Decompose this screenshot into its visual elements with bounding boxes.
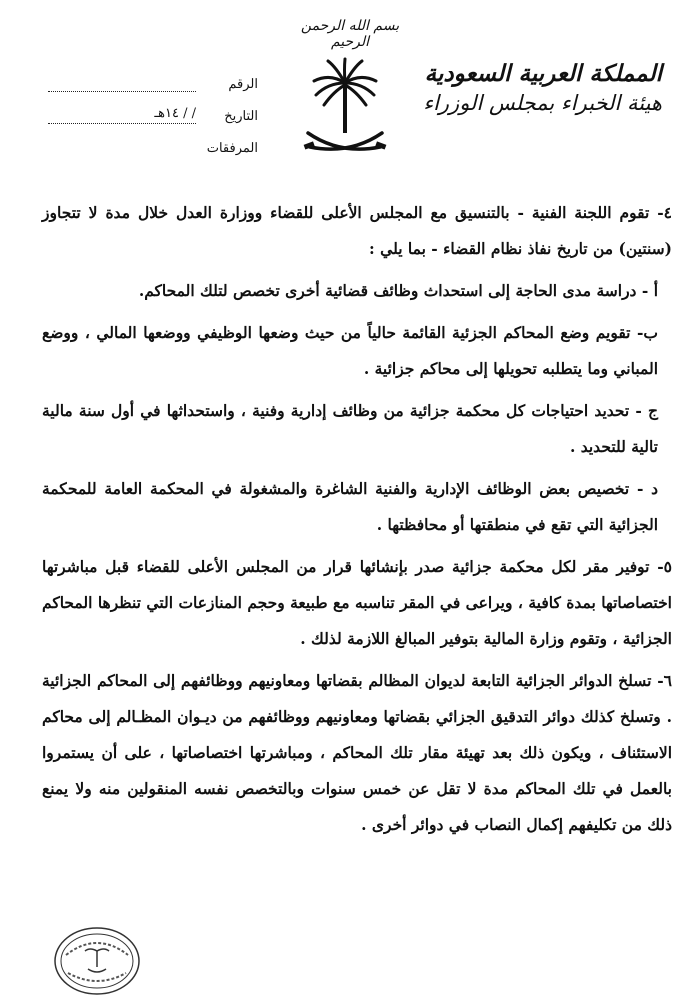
document-body	[42, 195, 672, 849]
clause-4-a: أ - دراسة مدى الحاجة إلى استحداث وظائف قضائية أخرى تخصص لتلك المحاكم.	[138, 281, 658, 300]
clause-4-c: ج - تحديد احتياجات كل محكمة جزائية من وظائف إدارية وفنية ، واستحداثها في أول سنة مالية تالية للتحديد .	[42, 401, 658, 456]
document-meta	[48, 60, 258, 156]
basmala: بسم الله الرحمن الرحيم	[300, 18, 400, 50]
number-row	[48, 60, 258, 92]
clause-5: ٥- توفير مقر لكل محكمة جزائية صدر بإنشائها قرار من المجلس الأعلى للقضاء قبل مباشرتها اختصاصاتها بمدة كافية ، ويراعى في المقر تناسبه مع طبيعة وحجم المنازعات التي تنظرها المحاكم الجزائية ، وتقوم وزارة المالية بتوفير المبالغ اللازمة لذلك .	[42, 557, 672, 648]
org-line-2: هيئة الخبراء بمجلس الوزراء	[423, 91, 662, 116]
org-line-1: المملكة العربية السعودية	[424, 60, 662, 87]
organization-header	[402, 58, 662, 117]
official-stamp-icon	[52, 925, 142, 997]
date-label: التاريخ	[224, 109, 258, 124]
clause-4-d: د - تخصيص بعض الوظائف الإدارية والفنية الشاغرة والمشغولة في المحكمة العامة للمحكمة الجزائية التي تقع في منطقتها أو محافظتها .	[42, 479, 658, 534]
date-field	[48, 106, 196, 124]
number-label: الرقم	[228, 77, 258, 92]
saudi-emblem-icon	[300, 55, 390, 165]
date-row	[48, 92, 258, 124]
clause-6: ٦- تسلخ الدوائر الجزائية التابعة لديوان المظالم بقضاتها ومعاونيهم ووظائفهم إلى المحاكم الجزائية . وتسلخ كذلك دوائر التدقيق الجزائي بقضاتها ومعاونيهم ووظائفهم من ديـوان المظـالم إلى محاكم الاستئناف ، ويكون ذلك بعد تهيئة مقار تلك المحاكم ، ومباشرتها اختصاصاتها ، على أن يستمروا بالعمل في تلك المحاكم مدة لا تقل عن خمس سنوات وبالتخصص نفسه المنقولين منه ولا يمنع ذلك من تكليفهم إكمال النصاب في دوائر أخرى .	[42, 671, 672, 834]
attachments-label: المرفقات	[206, 141, 258, 156]
date-template: / / ١٤هـ	[154, 106, 196, 121]
clause-4: ٤- تقوم اللجنة الفنية - بالتنسيق مع المجلس الأعلى للقضاء ووزارة العدل خلال مدة لا تتجاوز (سنتين) من تاريخ نفاذ نظام القضاء - بما يلي :	[42, 203, 672, 258]
attachments-row	[48, 124, 258, 156]
attachments-field	[48, 142, 196, 156]
number-field	[48, 77, 196, 92]
clause-4-b: ب- تقويم وضع المحاكم الجزئية القائمة حالياً من حيث وضعها الوظيفي ووضعها المالي ، ووضع المباني وما يتطلبه تحويلها إلى محاكم جزائية .	[42, 323, 658, 378]
